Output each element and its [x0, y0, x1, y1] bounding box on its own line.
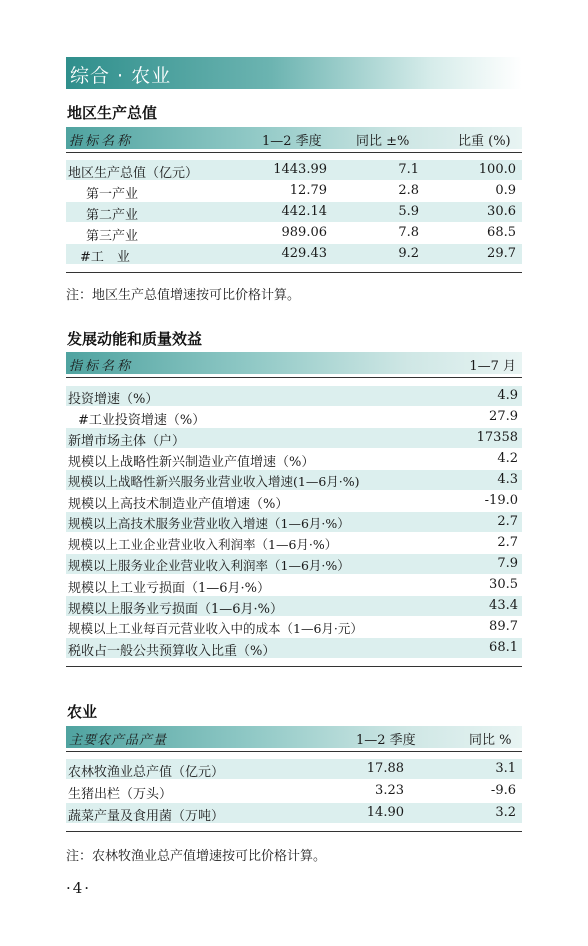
gdp-section-title: 地区生产总值	[67, 104, 158, 122]
table-row: 新增市场主体（户） 17358	[66, 428, 522, 448]
gdp-note: 注：地区生产总值增速按可比价格计算。	[66, 288, 301, 303]
header-indicator: 指标名称	[69, 134, 134, 149]
table-row: 规模以上战略性新兴制造业产值增速（%） 4.2	[68, 451, 518, 470]
table-row: 规模以上工业企业营业收入利润率（1—6月·%） 2.7	[68, 535, 518, 552]
gdp-bottom-rule	[66, 272, 522, 273]
header-q1-2: 1—2 季度	[356, 733, 416, 748]
gdp-header-rule	[66, 152, 522, 153]
table-row: 规模以上战略性新兴服务业营业收入增速(1—6月·%) 4.3	[66, 470, 522, 490]
table-row: 规模以上工业每百元营业收入中的成本（1—6月·元） 89.7	[68, 619, 518, 636]
header-products: 主要农产品产量	[69, 733, 168, 748]
gdp-table-header	[66, 127, 522, 149]
table-row: #工业投资增速（%） 27.9	[78, 409, 518, 428]
header-q1-2: 1—2 季度	[262, 134, 322, 149]
momentum-section-title: 发展动能和质量效益	[67, 330, 203, 348]
header-yoy: 同比 %	[469, 733, 512, 748]
momentum-bottom-rule	[66, 666, 522, 667]
agriculture-bottom-rule	[66, 831, 522, 832]
table-row: 第一产业 12.79 2.8 0.9	[86, 183, 516, 202]
table-row: 第三产业 989.06 7.8 68.5	[86, 225, 516, 244]
page-number: ·4·	[66, 879, 92, 897]
table-row: 规模以上高技术服务业营业收入增速（1—6月·%） 2.7	[66, 512, 522, 532]
table-row: #工 业 429.43 9.2 29.7	[66, 244, 522, 264]
section-banner	[66, 57, 522, 89]
table-row: 税收占一般公共预算收入比重（%） 68.1	[66, 638, 522, 658]
header-indicator: 指标名称	[69, 359, 134, 374]
table-row: 投资增速（%） 4.9	[66, 386, 522, 406]
momentum-table-header	[66, 352, 522, 374]
header-yoy: 同比 ±%	[356, 134, 410, 149]
table-row: 农林牧渔业总产值（亿元） 17.88 3.1	[66, 759, 522, 779]
table-row: 生猪出栏（万头） 3.23 -9.6	[68, 783, 516, 802]
banner-title: 综合 · 农业	[70, 65, 172, 87]
header-share: 比重 (%)	[458, 134, 511, 149]
agriculture-note: 注：农林牧渔业总产值增速按可比价格计算。	[66, 849, 327, 864]
table-row: 地区生产总值（亿元） 1443.99 7.1 100.0	[66, 160, 522, 180]
header-jan-jul: 1—7 月	[469, 359, 516, 374]
agriculture-header-rule	[66, 751, 522, 752]
table-row: 第二产业 442.14 5.9 30.6	[66, 202, 522, 222]
table-row: 规模以上服务业企业营业收入利润率（1—6月·%） 7.9	[66, 554, 522, 574]
table-row: 规模以上工业亏损面（1—6月·%） 30.5	[68, 577, 518, 596]
agriculture-table-header	[66, 726, 522, 748]
agriculture-section-title: 农业	[67, 703, 98, 721]
table-row: 蔬菜产量及食用菌（万吨） 14.90 3.2	[66, 803, 522, 823]
momentum-header-rule	[66, 377, 522, 378]
table-row: 规模以上高技术制造业产值增速（%） -19.0	[68, 493, 518, 512]
table-row: 规模以上服务业亏损面（1—6月·%） 43.4	[66, 596, 522, 616]
